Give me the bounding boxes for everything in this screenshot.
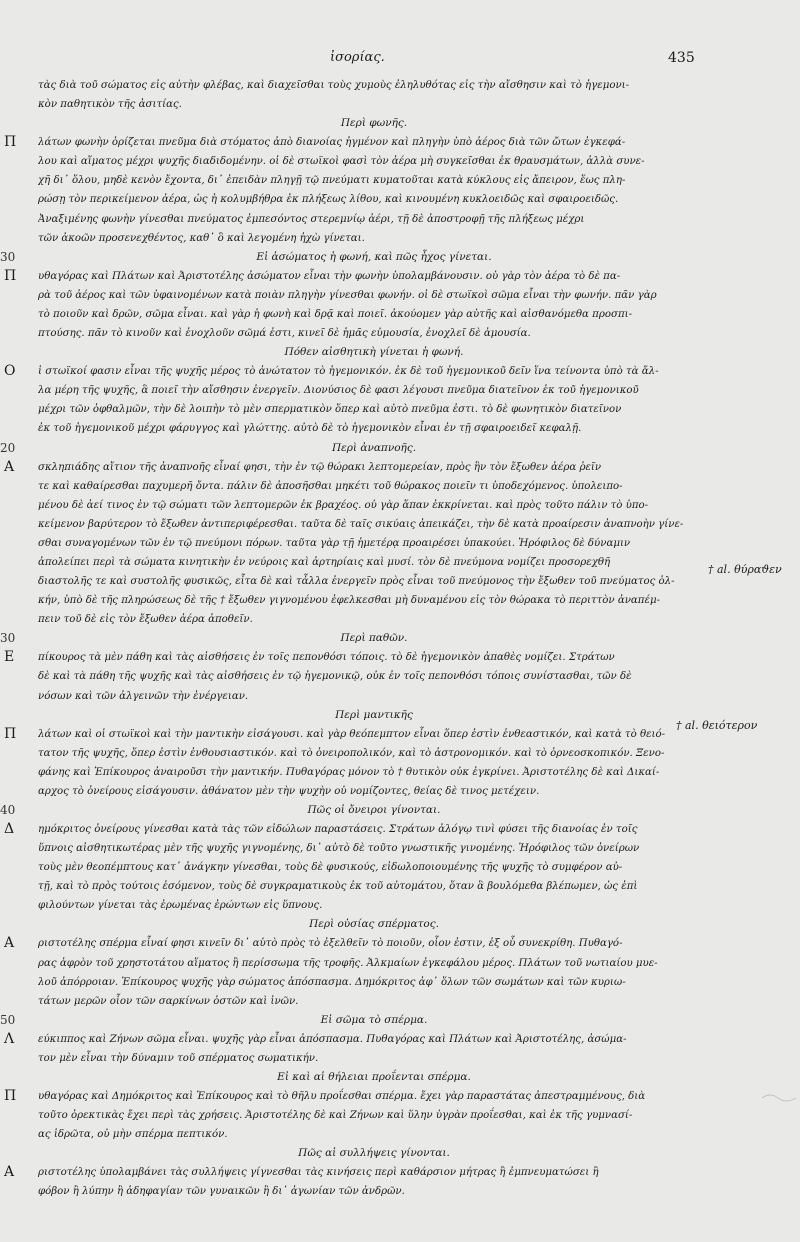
- text-line: φόβον ἢ λύπην ἢ ἀδηφαγίαν τῶν γυναικῶν ἢ δι᾽ ἀγωνίαν τῶν ἀνδρῶν.: [38, 1186, 405, 1198]
- text-line: τῶν ἀκοῶν προσενεχθέντος, καθ᾽ ὃ καὶ λεγομένη ἠχὼ γίνεται.: [38, 232, 365, 244]
- text-line: ριστοτέλης ὑπολαμβάνει τὰς συλλήψεις γίγνεσθαι τὰς κινήσεις περὶ καθάρσιον μήτρας ἢ ἐμπνευματώσει ἢ: [38, 1167, 599, 1179]
- text-line: ρὰ τοῦ ἀέρος καὶ τῶν ὑφαινομένων κατὰ ποιὰν πληγὴν γίνεσθαι φωνήν. οἱ δὲ στωϊκοὶ σῶμα εἶναι τὴν φωνήν. πᾶν γὰρ: [38, 289, 657, 301]
- text-line: ἀπολείπει περὶ τὰ σώματα κινητικὴν ἐν νεύροις καὶ ἀρτηρίαις καὶ μυσί. τὸν δὲ πνεύμονα νομίζει προσορεχθῆ: [38, 556, 611, 568]
- text-line: τατον τῆς ψυχῆς, ὅπερ ἐστὶν ἐνθουσιαστικόν. καὶ τὸ ὀνειροπολικόν, καὶ τὸ ἀστρονομικόν. καὶ τὸ ὀρνεοσκοπικόν. Ξενο-: [38, 747, 665, 759]
- section-heading: Περὶ παθῶν.: [340, 632, 408, 645]
- paragraph: [4, 1163, 710, 1201]
- section-heading: Περὶ μαντικῆς: [335, 708, 413, 721]
- margin-note: † al. θειότερον: [676, 719, 758, 732]
- text-line: κήν, ὑπὸ δὲ τῆς πληρώσεως δὲ τῆς † ἔξωθεν γιγνομένου ἐφελκεσθαι μὴ δυναμένου εἰς τὸν θώρακα τὸ περιττὸν ἀναπέμ-: [38, 595, 661, 607]
- initial-letter: Δ: [4, 821, 15, 837]
- text-line: τοῦτο ὀρεκτικὰς ἔχει περὶ τὰς χρήσεις. Ἀριστοτέλης δὲ καὶ Ζήνων καὶ ὕλην ὑγρὰν προΐεσθαι, καὶ ἐκ τῆς γυμνασί-: [38, 1110, 633, 1122]
- section-heading: Εἰ σῶμα τὸ σπέρμα.: [320, 1013, 428, 1026]
- text-line: λα μέρη τῆς ψυχῆς, ἃ ποιεῖ τὴν αἴσθησιν ἐνεργεῖν. Διονύσιος δὲ φασι λέγουσι πνεῦμα διατεῖνον ἐκ τοῦ ἡγεμονικοῦ: [38, 385, 639, 397]
- text-line: μένου δὲ ἀεί τινος ἐν τῷ σώματι τῶν λεπτομερῶν ἐκ βραχέος. οὐ γὰρ ἅπαν ἐκκρίνεται. καὶ πρὸς τοῦτο πάλιν τὸ ὑπο-: [38, 499, 649, 511]
- section-heading: Πόθεν αἰσθητικὴ γίνεται ἡ φωνή.: [284, 346, 464, 359]
- text-line: μέχρι τῶν ὀφθαλμῶν, τὴν δὲ λοιπὴν τὸ μὲν σπερματικὸν ὅπερ καὶ αὐτὸ πνεῦμα ἐστι. τὸ δὲ φωνητικὸν διατεῖνον: [38, 404, 622, 416]
- text-line: νόσων καὶ τῶν ἀλγεινῶν τὴν ἐνέργειαν.: [38, 690, 249, 702]
- initial-letter: Π: [4, 134, 17, 151]
- text-line: υθαγόρας καὶ Δημόκριτος καὶ Ἐπίκουρος καὶ τὸ θῆλυ προΐεσθαι σπέρμα. ἔχει γὰρ παραστάτας ἀπεστραμμένους, διὰ: [38, 1091, 646, 1103]
- section-heading: Εἰ ἀσώματος ἡ φωνή, καὶ πῶς ἦχος γίνεται.: [256, 250, 492, 263]
- text-line: σθαι συναγομένων τῶν ἐν τῷ πνεύμονι πόρων. ταῦτα γὰρ τῇ ἡμετέρᾳ προαιρέσει ὑπακούει. Ἡρόφιλος δὲ δύναμιν: [38, 537, 631, 549]
- text-line: πίκουρος τὰ μὲν πάθη καὶ τὰς αἰσθήσεις ἐν τοῖς πεπονθόσι τόποις. τὸ δὲ ἡγεμονικὸν ἀπαθὲς νομίζει. Στράτων: [38, 652, 615, 664]
- text-line: υθαγόρας καὶ Πλάτων καὶ Ἀριστοτέλης ἀσώματον εἶναι τὴν φωνὴν ὑπολαμβάνουσιν. οὐ γὰρ τὸν ἀέρα τὸ δὲ πα-: [38, 270, 621, 282]
- initial-letter: Α: [4, 458, 15, 475]
- paragraph: [38, 76, 710, 114]
- text-line: κείμενον βαρύτερον τὸ ἔξωθεν ἀντιπεριφέρεσθαι. ταῦτα δὲ ταῖς σικύαις ἀπεικάζει, τὴν δὲ κατὰ προαίρεσιν ἀναπνοὴν γίνε-: [38, 518, 684, 530]
- text-line: ρώσῃ τὸν περικείμενον ἀέρα, ὡς ἡ κολυμβήθρα ἐκ πλήξεως λίθου, καὶ κινουμένη κυκλοειδῶς καὶ σφαιροειδῶς.: [38, 194, 619, 206]
- text-line: τον μὲν εἶναι τὴν δύναμιν τοῦ σπέρματος σωματικήν.: [38, 1052, 319, 1064]
- initial-letter: Π: [4, 725, 17, 742]
- text-line: πειν τοῦ δὲ εἰς τὸν ἔξωθεν ἀέρα ἀποθεῖν.: [38, 614, 253, 626]
- section-heading: Πῶς αἱ συλλήψεις γίνονται.: [298, 1147, 450, 1160]
- text-line: τε καὶ καθαίρεσθαι παχυμερῆ ὄντα. πάλιν δὲ ἀποσῆσθαι μηκέτι τοῦ θώρακος ποιεῖν τι ὑποδεχόμενος. ὑπολειπο-: [38, 480, 623, 492]
- text-line: τὸ ποιοῦν καὶ δρῶν, σῶμα εἶναι. καὶ γὰρ ἡ φωνὴ καὶ δρᾷ καὶ ποιεῖ. ἀκούομεν γὰρ αὐτῆς καὶ αἰσθανόμεθα προσπι-: [38, 308, 633, 320]
- text-line: τῇ, καὶ τὸ πρὸς τούτοις ἐσόμενον, τοὺς δὲ συγκραματικοὺς ἐκ τοῦ αὐτομάτου, ὅταν ἃ βουλόμεθα βλέπωμεν, ὡς ἐπὶ: [38, 881, 638, 893]
- page-header: [0, 50, 800, 70]
- line-number: 50: [0, 1012, 16, 1027]
- margin-note: † al. θύραϑεν: [708, 563, 782, 576]
- bleed-through-mark: [760, 1090, 800, 1106]
- section-heading: Εἰ καὶ αἱ θήλειαι προΐενται σπέρμα.: [277, 1071, 471, 1084]
- text-line: ρας ἀφρὸν τοῦ χρηστοτάτου αἵματος ἢ περίσσωμα τῆς τροφῆς. Ἀλκμαίων ἐγκεφάλου μέρος. Πλάτων τοῦ νωτιαίου μυε-: [38, 957, 658, 969]
- text-line: Ἀναξιμένης φωνὴν γίνεσθαι πνεύματος ἐμπεσόντος στερεμνίῳ ἀέρι, τῇ δὲ ἀποστροφῇ τῆς πλήξεως μέχρι: [38, 213, 585, 225]
- initial-letter: Ε: [4, 649, 15, 666]
- paragraph: [4, 133, 710, 248]
- initial-letter: Α: [4, 1164, 15, 1181]
- line-number: 40: [0, 803, 16, 817]
- line-number: 30: [0, 249, 16, 264]
- initial-letter: Α: [4, 935, 15, 952]
- running-title: ἰσορίας.: [330, 50, 385, 65]
- text-line: λοῦ ἀπόρροιαν. Ἐπίκουρος ψυχῆς γὰρ σώματος ἀπόσπασμα. Δημόκριτος ἀφ᾽ ὅλων τῶν σωμάτων καὶ τῶν κυριω-: [38, 976, 626, 988]
- text-line: λάτων φωνὴν ὁρίζεται πνεῦμα διὰ στόματος ἀπὸ διανοίας ἠγμένον καὶ πληγὴν ὑπὸ ἀέρος διὰ τῶν ὤτων ἐγκεφά-: [38, 137, 626, 149]
- text-line: τοὺς μὲν θεοπέμπτους κατ᾽ ἀνάγκην γίνεσθαι, τοὺς δὲ φυσικούς, εἰδωλοποιουμένης τῆς ψυχῆς τὸ συμφέρον αὐ-: [38, 862, 623, 874]
- text-line: κὸν παθητικὸν τῆς ἀσιτίας.: [38, 99, 182, 111]
- text-line: τὰς διὰ τοῦ σώματος εἰς αὐτὴν φλέβας, καὶ διαχεῖσθαι τοὺς χυμοὺς ἐληλυθότας εἰς τὴν αἴσθησιν καὶ τὸ ἡγεμονι-: [38, 80, 630, 91]
- page-number: 435: [668, 50, 695, 66]
- paragraph: [4, 1087, 710, 1144]
- text-line: διαστολῆς τε καὶ συστολῆς φυσικῶς, εἶτα δὲ καὶ τἆλλα ἐνεργεῖν πρὸς εἶναι τοῦ πνεύμονος τὴν ἔξωθεν τοῦ πνεύματος ὁλ-: [38, 576, 675, 588]
- text-line: ἐκ τοῦ ἡγεμονικοῦ μέχρι φάρυγγος καὶ γλώττης. αὐτὸ δὲ τὸ ἡγεμονικὸν εἶναι ἐν τῇ σφαιροειδεῖ κεφαλῇ.: [38, 423, 582, 435]
- initial-letter: Ο: [4, 363, 16, 380]
- text-line: ριστοτέλης σπέρμα εἶναί φησι κινεῖν δι᾽ αὑτὸ πρὸς τὸ ἐξελθεῖν τὸ ποιοῦν, οἷον ἐστιν, ἐξ οὗ συνεκρίθη. Πυθαγό-: [38, 938, 623, 950]
- text-line: τάτων μερῶν οἷον τῶν σαρκίνων ὀστῶν καὶ ἰνῶν.: [38, 995, 299, 1007]
- text-line: ας ἱδρῶτα, οὐ μὴν σπέρμα πεπτικόν.: [38, 1129, 228, 1141]
- paragraph: [4, 725, 710, 801]
- section-heading: Περὶ ἀναπνοῆς.: [331, 441, 417, 454]
- text-line: εύκιππος καὶ Ζήνων σῶμα εἶναι. ψυχῆς γὰρ εἶναι ἀπόσπασμα. Πυθαγόρας καὶ Πλάτων καὶ Ἀριστοτέλης, ἀσώμα-: [38, 1033, 627, 1045]
- text-line: δὲ καὶ τὰ πάθη τῆς ψυχῆς καὶ τὰς αἰσθήσεις ἐν τῷ ἡγεμονικῷ, οὐκ ἐν τοῖς πεπονθόσι τόποις συνίστασθαι, τῶν δὲ: [38, 671, 632, 683]
- section-heading: Περὶ οὐσίας σπέρματος.: [309, 918, 439, 931]
- initial-letter: Π: [4, 1088, 17, 1105]
- line-number: 20: [0, 440, 16, 455]
- text-line: αρχος τὸ ὀνείρους εἰσάγουσιν. ἀθάνατον μὲν τὴν ψυχὴν οὐ νομίζοντες, θείας δὲ τινος μετέχειν.: [38, 785, 540, 797]
- text-line: φάνης καὶ Ἐπίκουρος ἀναιροῦσι τὴν μαντικήν. Πυθαγόρας μόνον τὸ † θυτικὸν οὐκ ἐγκρίνει. Ἀριστοτέλης δὲ καὶ Δικαί-: [38, 766, 660, 778]
- initial-letter: Λ: [4, 1030, 15, 1047]
- text-line: φιλούντων γίνεται τὰς ἐρωμένας ἐρώντων εἰς ὕπνους.: [38, 900, 323, 912]
- text-line: ἱ στωϊκοί φασιν εἶναι τῆς ψυχῆς μέρος τὸ ἀνώτατον τὸ ἡγεμονικόν. ἐκ δὲ τοῦ ἡγεμονικοῦ δεῖν ἵνα τείνοντα ὑπὸ τὰ ἄλ-: [38, 366, 659, 378]
- section-heading: Περὶ φωνῆς.: [340, 117, 408, 130]
- text-line: λου καὶ αἵματος μέχρι ψυχῆς διαδιδομένην. οἱ δὲ στωϊκοὶ φασὶ τὸν ἀέρα μὴ συγκεῖσθαι ἐκ θραυσμάτων, ἀλλὰ συνε-: [38, 156, 645, 168]
- paragraph: [4, 362, 710, 438]
- text-line: χῆ δι᾽ ὅλου, μηδὲ κενὸν ἔχοντα, δι᾽ ἐπειδὰν πληγῇ τῷ πνεύματι κυματοῦται κατὰ κύκλους εἰς ἄπειρον, ἕως πλη-: [38, 175, 626, 187]
- initial-letter: Π: [4, 267, 17, 284]
- section-heading: Πῶς οἱ ὄνειροι γίνονται.: [307, 804, 441, 816]
- text-line: σκληπιάδης αἴτιον τῆς ἀναπνοῆς εἶναί φησι, τὴν ἐν τῷ θώρακι λεπτομερείαν, πρὸς ἣν τὸν ἔξωθεν ἀέρα ῥεῖν: [38, 461, 602, 473]
- paragraph: [4, 934, 710, 1010]
- line-number: 30: [0, 631, 16, 646]
- text-line: πτούσης. πᾶν τὸ κινοῦν καὶ ἐνοχλοῦν σῶμά ἐστι, κινεῖ δὲ ἡμᾶς εὐμουσία, ἐνοχλεῖ δὲ ἀμουσία.: [38, 328, 531, 340]
- text-line: ὕπνοις αἰσθητικωτέρας μὲν τῆς ψυχῆς γιγνομένης, δι᾽ αὐτὸ δὲ τοῦτο γνωστικῆς γινομένης. Ἡρόφιλος τῶν ὀνείρων: [38, 843, 640, 855]
- text-line: ημόκριτος ὀνείρους γίνεσθαι κατὰ τὰς τῶν εἰδώλων παραστάσεις. Στράτων ἀλόγῳ τινὶ φύσει τῆς διανοίας ἐν τοῖς: [38, 824, 638, 835]
- text-line: λάτων καὶ οἱ στωϊκοὶ καὶ τὴν μαντικὴν εἰσάγουσι. καὶ γὰρ θεόπεμπτον εἶναι ὅπερ ἐστὶν ἐνθεαστικόν, καὶ κατὰ τὸ θειό-: [38, 728, 666, 740]
- body-text: [0, 76, 710, 1202]
